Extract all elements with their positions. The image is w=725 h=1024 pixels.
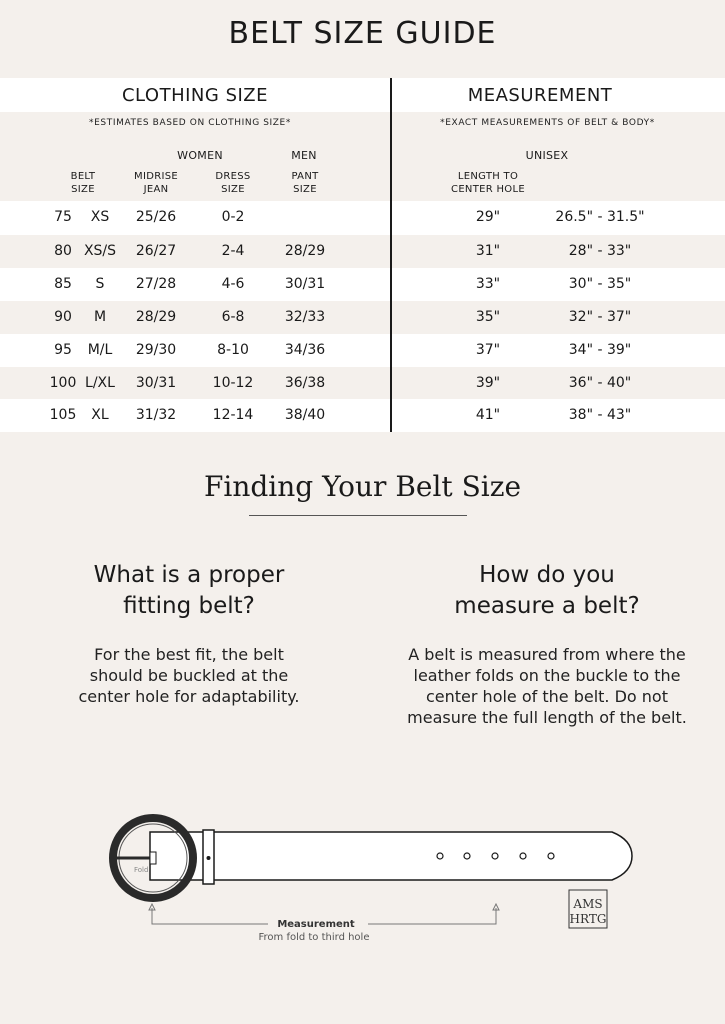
cell-jean: 26/27 <box>135 243 177 259</box>
column-divider <box>390 78 392 432</box>
cell-length: 39" <box>475 375 501 391</box>
cell-jean: 25/26 <box>135 209 177 225</box>
cell-dress: 0-2 <box>221 209 245 225</box>
cell-length: 37" <box>475 342 501 358</box>
cell-length: 31" <box>475 243 501 259</box>
cell-dress: 10-12 <box>212 375 254 391</box>
belt-diagram <box>0 800 725 960</box>
cell-pant: 28/29 <box>284 243 326 259</box>
cell-range: 26.5" - 31.5" <box>555 209 645 225</box>
cell-belt: 100 <box>49 375 77 391</box>
cell-range: 34" - 39" <box>568 342 632 358</box>
cell-pant: 34/36 <box>284 342 326 358</box>
col-midrise-jean: MIDRISE JEAN <box>134 171 178 195</box>
cell-jean: 27/28 <box>135 276 177 292</box>
cell-belt: 90 <box>54 309 72 325</box>
question-measure-belt: How do you measure a belt? <box>454 562 640 619</box>
cell-letter: M/L <box>87 342 113 358</box>
cell-dress: 6-8 <box>221 309 245 325</box>
fold-tab <box>150 852 156 864</box>
cell-range: 32" - 37" <box>568 309 632 325</box>
page-title: BELT SIZE GUIDE <box>228 16 497 51</box>
cell-belt: 105 <box>49 407 77 423</box>
cell-pant: 36/38 <box>284 375 326 391</box>
answer-proper-fit: For the best fit, the belt should be buckled at the center hole for adaptability. <box>78 645 300 706</box>
col-dress-size: DRESS SIZE <box>215 171 251 195</box>
unisex-group-label: UNISEX <box>525 149 569 162</box>
cell-jean: 28/29 <box>135 309 177 325</box>
logo-text-bottom: HRTG <box>569 912 607 926</box>
cell-range: 38" - 43" <box>568 407 632 423</box>
cell-letter: XL <box>91 407 109 423</box>
cell-jean: 30/31 <box>135 375 177 391</box>
measurement-label: Measurement <box>277 919 355 930</box>
col-pant-size: PANT SIZE <box>291 171 319 195</box>
men-group-label: MEN <box>291 149 317 162</box>
cell-pant: 38/40 <box>284 407 326 423</box>
cell-dress: 2-4 <box>221 243 245 259</box>
cell-letter: L/XL <box>85 375 115 391</box>
cell-jean: 31/32 <box>135 407 177 423</box>
cell-dress: 12-14 <box>212 407 254 423</box>
cell-length: 29" <box>475 209 501 225</box>
cell-letter: S <box>95 276 105 292</box>
cell-dress: 4-6 <box>221 276 245 292</box>
cell-jean: 29/30 <box>135 342 177 358</box>
cell-pant: 32/33 <box>284 309 326 325</box>
cell-range: 36" - 40" <box>568 375 632 391</box>
cell-belt: 80 <box>54 243 72 259</box>
fold-label: Fold <box>134 866 149 874</box>
col-length-center-hole: LENGTH TO CENTER HOLE <box>451 171 525 195</box>
cell-pant: 30/31 <box>284 276 326 292</box>
measurement-note: *EXACT MEASUREMENTS OF BELT & BODY* <box>440 118 655 128</box>
measurement-header: MEASUREMENT <box>467 85 613 106</box>
question-proper-fit: What is a proper fitting belt? <box>93 562 285 619</box>
cell-range: 28" - 33" <box>568 243 632 259</box>
clothing-note: *ESTIMATES BASED ON CLOTHING SIZE* <box>89 118 291 128</box>
women-group-label: WOMEN <box>177 149 223 162</box>
section-title: Finding Your Belt Size <box>203 470 522 503</box>
title-underline <box>249 515 467 516</box>
logo-text-top: AMS <box>573 897 603 911</box>
belt-strap <box>150 832 632 880</box>
col-belt-size: BELT SIZE <box>70 171 96 195</box>
clothing-size-header: CLOTHING SIZE <box>121 85 269 106</box>
cell-letter: M <box>93 309 107 325</box>
answer-measure-belt: A belt is measured from where the leather folds on the buckle to the center hole of the belt. Do not measure the full length of the belt. <box>407 645 687 727</box>
cell-letter: XS <box>90 209 110 225</box>
cell-length: 35" <box>475 309 501 325</box>
cell-dress: 8-10 <box>217 342 249 358</box>
cell-range: 30" - 35" <box>568 276 632 292</box>
cell-letter: XS/S <box>83 243 117 259</box>
cell-belt: 95 <box>54 342 72 358</box>
cell-length: 33" <box>475 276 501 292</box>
cell-belt: 85 <box>54 276 72 292</box>
measurement-sublabel: From fold to third hole <box>258 932 370 943</box>
cell-belt: 75 <box>54 209 72 225</box>
cell-length: 41" <box>475 407 501 423</box>
keeper-rivet <box>207 856 211 860</box>
